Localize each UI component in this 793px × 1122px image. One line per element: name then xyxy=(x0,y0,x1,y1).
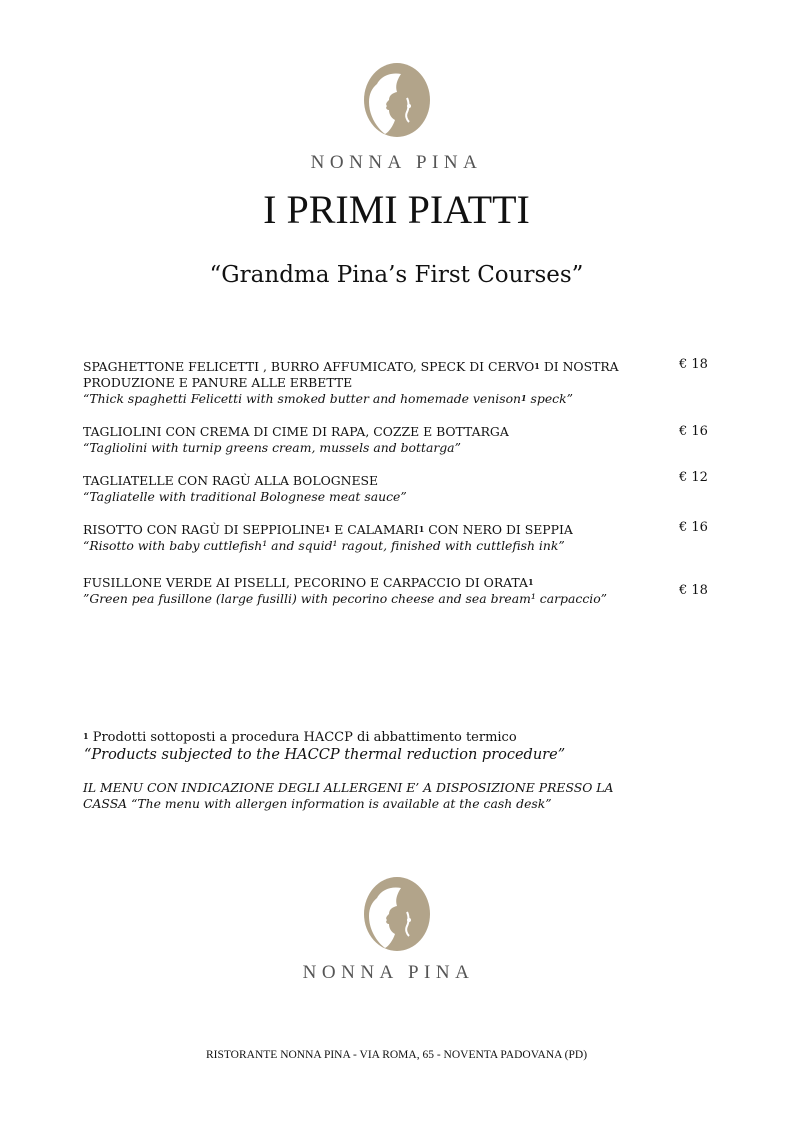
dish-description: “Tagliolini with turnip greens cream, mussels and bottarga” xyxy=(83,440,461,455)
dish-description: ”Green pea fusillone (large fusilli) with pecorino cheese and sea bream¹ carpaccio” xyxy=(83,591,608,606)
dish-description: “Thick spaghetti Felicetti with smoked butter and homemade venison$^1$ speck” xyxy=(83,391,573,406)
footnote-italian: $^1$ Prodotti sottoposti a procedura HACCP di abbattimento termico xyxy=(83,730,517,745)
dish-price: € 16 xyxy=(679,424,708,439)
dish-description: “Risotto with baby cuttlefish¹ and squid¹ ragout, finished with cuttlefish ink” xyxy=(83,538,565,553)
bottom-logo xyxy=(0,876,793,984)
dish-price: € 12 xyxy=(679,470,708,485)
dish-item xyxy=(83,359,673,407)
nonna-pina-logo-icon xyxy=(363,876,431,952)
restaurant-address: RISTORANTE NONNA PINA - VIA ROMA, 65 - NOVENTA PADOVANA (PD) xyxy=(205,1049,588,1061)
dish-item xyxy=(83,473,673,505)
dish-name: SPAGHETTONE FELICETTI , BURRO AFFUMICATO, SPECK DI CERVO$^1$ DI NOSTRA PRODUZIONE E PANURE ALLE ERBETTE xyxy=(83,359,619,390)
dish-price: € 18 xyxy=(679,583,708,598)
footnote-english: “Products subjected to the HACCP thermal reduction procedure” xyxy=(84,747,566,763)
dish-name: TAGLIATELLE CON RAGÙ ALLA BOLOGNESE xyxy=(83,473,379,488)
top-logo xyxy=(0,62,793,174)
page-title: I PRIMI PIATTI xyxy=(263,187,530,232)
haccp-footnote xyxy=(83,729,723,765)
allergen-notice: IL MENU CON INDICAZIONE DEGLI ALLERGENI E’ A DISPOSIZIONE PRESSO LA CASSA “The menu with allergen information is available at the cash desk” xyxy=(83,780,614,811)
page-subtitle: “Grandma Pina’s First Courses” xyxy=(209,262,584,288)
dish-item xyxy=(83,522,673,554)
dish-price: € 16 xyxy=(679,520,708,535)
dish-item xyxy=(83,575,673,607)
brand-name: NONNA PINA xyxy=(302,962,475,983)
dish-price: € 18 xyxy=(679,357,708,372)
brand-name: NONNA PINA xyxy=(310,152,483,173)
dish-name: FUSILLONE VERDE AI PISELLI, PECORINO E CARPACCIO DI ORATA$^1$ xyxy=(83,575,534,590)
nonna-pina-logo-icon xyxy=(363,62,431,138)
dish-description: “Tagliatelle with traditional Bolognese meat sauce” xyxy=(83,489,407,504)
dish-item xyxy=(83,424,673,456)
dish-name: TAGLIOLINI CON CREMA DI CIME DI RAPA, COZZE E BOTTARGA xyxy=(83,424,509,439)
dish-name: RISOTTO CON RAGÙ DI SEPPIOLINE$^1$ E CALAMARI$^1$ CON NERO DI SEPPIA xyxy=(83,522,573,537)
